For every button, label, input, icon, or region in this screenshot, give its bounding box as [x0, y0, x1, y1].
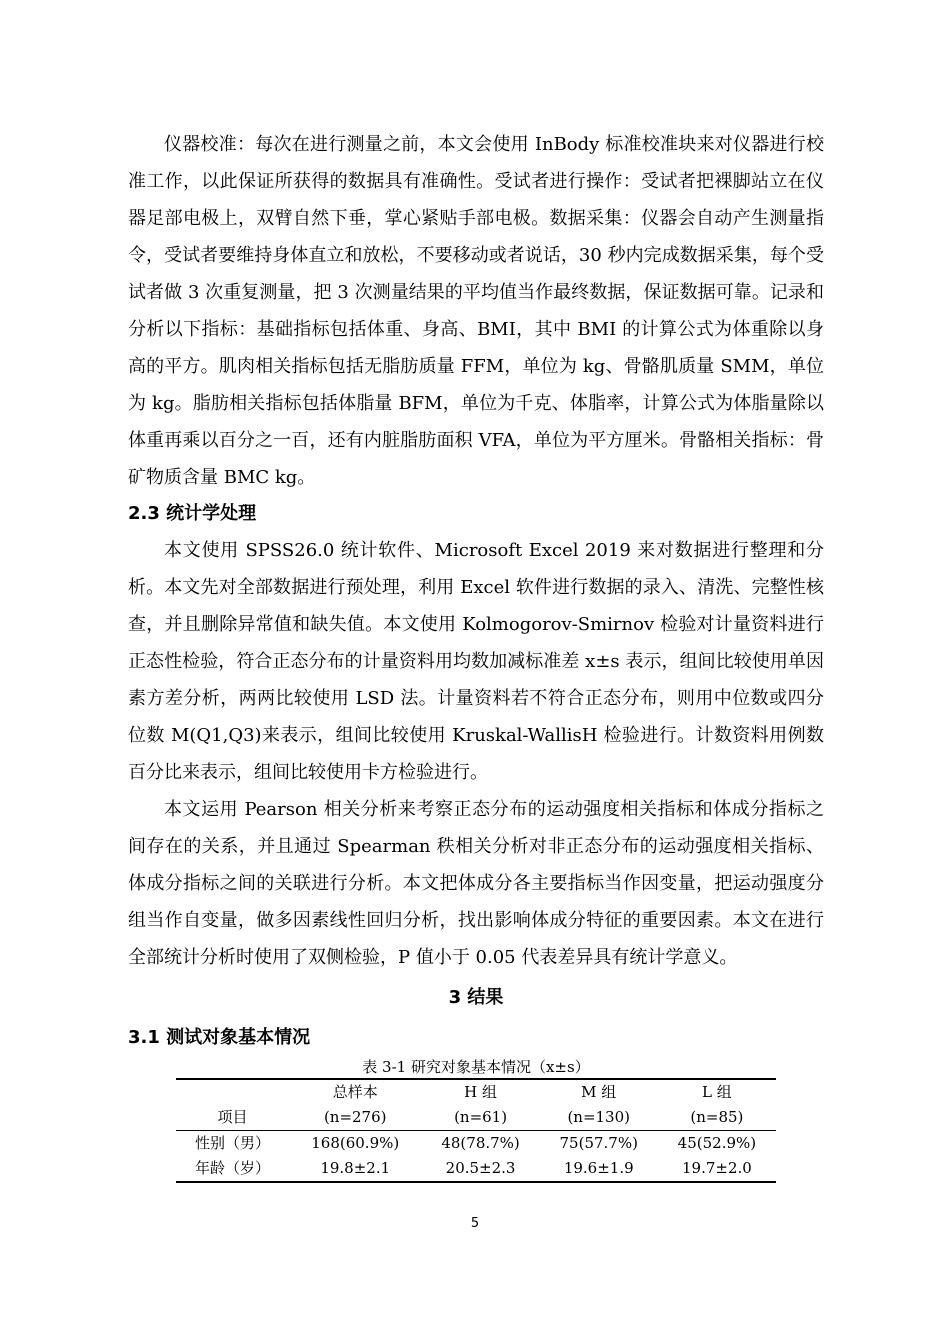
- table-header-cell: (n=276): [289, 1105, 422, 1131]
- table-cell: 19.6±1.9: [540, 1156, 658, 1182]
- page-number: 5: [470, 1216, 480, 1231]
- table-caption: 表 3-1 研究对象基本情况（x±s）: [362, 1058, 590, 1076]
- table-cell: 19.7±2.0: [658, 1156, 776, 1182]
- table-header-cell: 总样本: [289, 1079, 422, 1105]
- table-header-row: [176, 1105, 776, 1131]
- table-cell: 48(78.7%): [441, 1134, 520, 1152]
- table-cell: 年龄（岁）: [176, 1156, 289, 1182]
- table-cell: 性别（男）: [194, 1134, 270, 1152]
- table-header-cell: M 组: [540, 1079, 658, 1105]
- paragraph-statistics-software: 本文使用 SPSS26.0 统计软件、Microsoft Excel 2019 来对数据进行整理和分析。本文先对全部数据进行预处理，利用 Excel 软件进行数据的录入、清洗、完整性核查，并且删除异常值和缺失值。本文使用 Kolmogorov-Smirnov 检验对计量资料进行正态性检验，符合正态分布的计量资料用均数加减标准差 x±s 表示，组间比较使用单因素方差分析，两两比较使用 LSD 法。计量资料若不符合正态分布，则用中位数或四分位数 M(Q1,Q3)来表示，组间比较使用 Kruskal-WallisH 检验进行。计数资料用例数百分比来表示，组间比较使用卡方检验进行。: [128, 540, 824, 783]
- table-cell: 19.8±2.1: [289, 1156, 422, 1182]
- chapter-heading-results: 3 结果: [448, 987, 504, 1008]
- table-container: [176, 1078, 776, 1183]
- section-heading-2-3: 2.3 统计学处理: [128, 503, 257, 524]
- table-row: [176, 1131, 776, 1157]
- paragraph-correlation-analysis: 本文运用 Pearson 相关分析来考察正态分布的运动强度相关指标和体成分指标之间存在的关系，并且通过 Spearman 秩相关分析对非正态分布的运动强度相关指标、体成分指标之间的关联进行分析。本文把体成分各主要指标当作因变量，把运动强度分组当作自变量，做多因素线性回归分析，找出影响体成分特征的重要因素。本文在进行全部统计分析时使用了双侧检验，P 值小于 0.05 代表差异具有统计学意义。: [128, 799, 824, 968]
- table-cell: 20.5±2.3: [422, 1156, 540, 1182]
- basic-info-table: [176, 1078, 776, 1183]
- table-header-cell: (n=130): [540, 1105, 658, 1131]
- table-header-cell: 项目: [176, 1105, 289, 1131]
- table-cell: 75(57.7%): [559, 1134, 638, 1152]
- table-header-cell: H 组: [422, 1079, 540, 1105]
- table-header-cell: (n=61): [422, 1105, 540, 1131]
- paragraph-instrument-procedure: 仪器校准：每次在进行测量之前，本文会使用 InBody 标准校准块来对仪器进行校准工作，以此保证所获得的数据具有准确性。受试者进行操作：受试者把裸脚站立在仪器足部电极上，双臂自然下垂，掌心紧贴手部电极。数据采集：仪器会自动产生测量指令，受试者要维持身体直立和放松，不要移动或者说话，30 秒内完成数据采集，每个受试者做 3 次重复测量，把 3 次测量结果的平均值当作最终数据，保证数据可靠。记录和分析以下指标：基础指标包括体重、身高、BMI，其中 BMI 的计算公式为体重除以身高的平方。肌肉相关指标包括无脂肪质量 FFM，单位为 kg、骨骼肌质量 SMM，单位为 kg。脂肪相关指标包括体脂量 BFM，单位为千克、体脂率，计算公式为体脂量除以体重再乘以百分之一百，还有内脏脂肪面积 VFA，单位为平方厘米。骨骼相关指标：骨矿物质含量 BMC kg。: [128, 134, 824, 488]
- section-heading-3-1: 3.1 测试对象基本情况: [128, 1027, 311, 1048]
- document-page: [128, 126, 824, 1183]
- table-cell: 45(52.9%): [677, 1134, 757, 1152]
- table-row: [176, 1156, 776, 1182]
- table-header-row: [176, 1079, 776, 1105]
- table-header-cell: (n=85): [658, 1105, 776, 1131]
- table-cell: 168(60.9%): [311, 1134, 400, 1152]
- table-header-cell: [176, 1079, 289, 1105]
- table-header-cell: L 组: [658, 1079, 776, 1105]
